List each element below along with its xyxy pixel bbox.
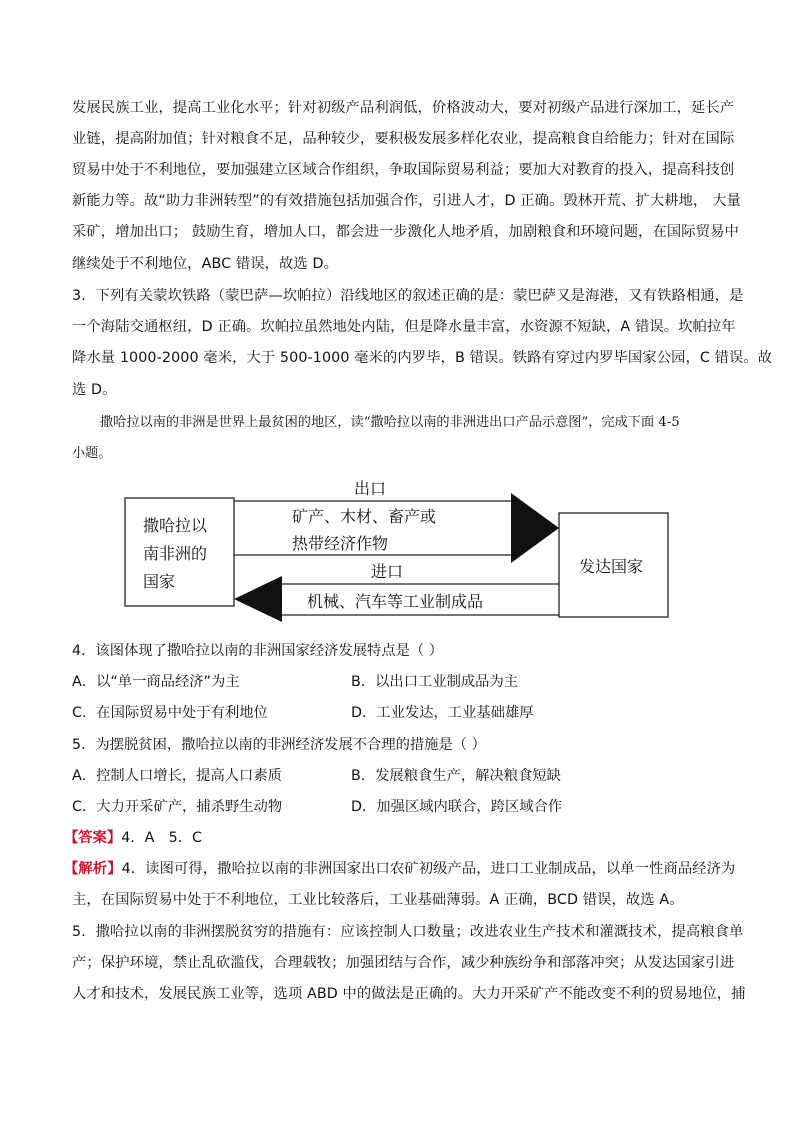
text-line: 产；保护环境，禁止乱砍滥伐，合理载牧；加强团结与合作，减少种族纷争和部落冲突；从发达国家引进 <box>72 955 735 971</box>
question-intro: 小题。 <box>72 446 112 461</box>
import-goods: 机械、汽车等工业制成品 <box>307 592 484 611</box>
text-line: 一个海陆交通枢纽，D 正确。坎帕拉虽然地处内陆，但是降水量丰富，水资源不短缺，A 错误。坎帕拉年 <box>72 319 736 335</box>
option-c: C．在国际贸易中处于有利地位 <box>72 705 268 721</box>
analysis-text: 4．读图可得，撒哈拉以南的非洲国家出口农矿初级产品，进口工业制成品，以单一性商品经济为 <box>121 861 736 877</box>
question-intro: 撒哈拉以南的非洲是世界上最贫困的地区，读“撒哈拉以南的非洲进出口产品示意图”，完成下面 4-5 <box>100 415 680 430</box>
text-line: 采矿，增加出口； 鼓励生育，增加人口，都会进一步激化人地矛盾，加剧粮食和环境问题，在国际贸易中 <box>72 224 739 240</box>
left-box-label: 国家 <box>143 572 176 591</box>
option-a: A．控制人口增长，提高人口素质 <box>72 768 282 784</box>
option-b: B．以出口工业制成品为主 <box>351 674 519 690</box>
question-stem: 5．为摆脱贫困，撒哈拉以南的非洲经济发展不合理的措施是（ ） <box>72 737 486 753</box>
text-line: 主，在国际贸易中处于不利地位，工业比较落后，工业基础薄弱。A 正确，BCD 错误，故选 A。 <box>72 892 684 908</box>
option-d: D．加强区域内联合，跨区域合作 <box>351 799 563 815</box>
text-line: 人才和技术，发展民族工业等，选项 ABD 中的做法是正确的。大力开采矿产不能改变不利的贸易地位，捕 <box>72 986 746 1002</box>
export-arrowhead <box>511 493 559 563</box>
import-label: 进口 <box>371 562 404 581</box>
right-box-label: 发达国家 <box>579 557 644 576</box>
text-line: 发展民族工业，提高工业化水平；针对初级产品利润低，价格波动大，要对初级产品进行深加工，延长产 <box>72 100 735 116</box>
import-arrowhead <box>234 576 282 622</box>
trade-diagram <box>124 476 670 622</box>
export-goods: 热带经济作物 <box>292 534 389 553</box>
option-d: D．工业发达，工业基础雄厚 <box>351 705 534 721</box>
text-line: 贸易中处于不利地位，要加强建立区域合作组织，争取国际贸易利益；要加大对教育的投入，提高科技创 <box>72 162 735 178</box>
analysis-line <box>64 859 736 879</box>
text-line: 降水量 1000-2000 毫米，大于 500-1000 毫米的内罗毕，B 错误。铁路有穿过内罗毕国家公园，C 错误。故 <box>72 350 773 366</box>
text-line: 新能力等。故“助力非洲转型”的有效措施包括加强合作，引进人才，D 正确。毁林开荒、扩大耕地， 大量 <box>72 193 741 209</box>
text-line: 3．下列有关蒙坎铁路（蒙巴萨—坎帕拉）沿线地区的叙述正确的是：蒙巴萨又是海港，又有铁路相通，是 <box>72 288 744 304</box>
option-a: A．以“单一商品经济”为主 <box>72 674 240 690</box>
text-line: 业链，提高附加值；针对粮食不足，品种较少，要积极发展多样化农业，提高粮食自给能力；针对在国际 <box>72 131 735 147</box>
option-b: B．发展粮食生产，解决粮食短缺 <box>351 768 561 784</box>
text-line: 继续处于不利地位，ABC 错误，故选 D。 <box>72 256 338 272</box>
analysis-tag: 【解析】 <box>64 861 122 877</box>
left-box-label: 撒哈拉以 <box>143 516 208 535</box>
export-goods: 矿产、木材、畜产或 <box>292 507 437 526</box>
left-box-label: 南非洲的 <box>143 544 208 563</box>
answer-line <box>64 828 202 848</box>
text-line: 5．撒哈拉以南的非洲摆脱贫穷的措施有：应该控制人口数量；改进农业生产技术和灌溉技术，提高粮食单 <box>72 924 744 940</box>
answer-text: 4．A 5．C <box>121 830 203 846</box>
option-c: C．大力开采矿产，捕杀野生动物 <box>72 799 283 815</box>
answer-tag: 【答案】 <box>64 830 122 846</box>
question-stem: 4．该图体现了撒哈拉以南的非洲国家经济发展特点是（ ） <box>72 643 444 659</box>
text-line: 选 D。 <box>72 382 117 398</box>
export-label: 出口 <box>354 479 387 498</box>
